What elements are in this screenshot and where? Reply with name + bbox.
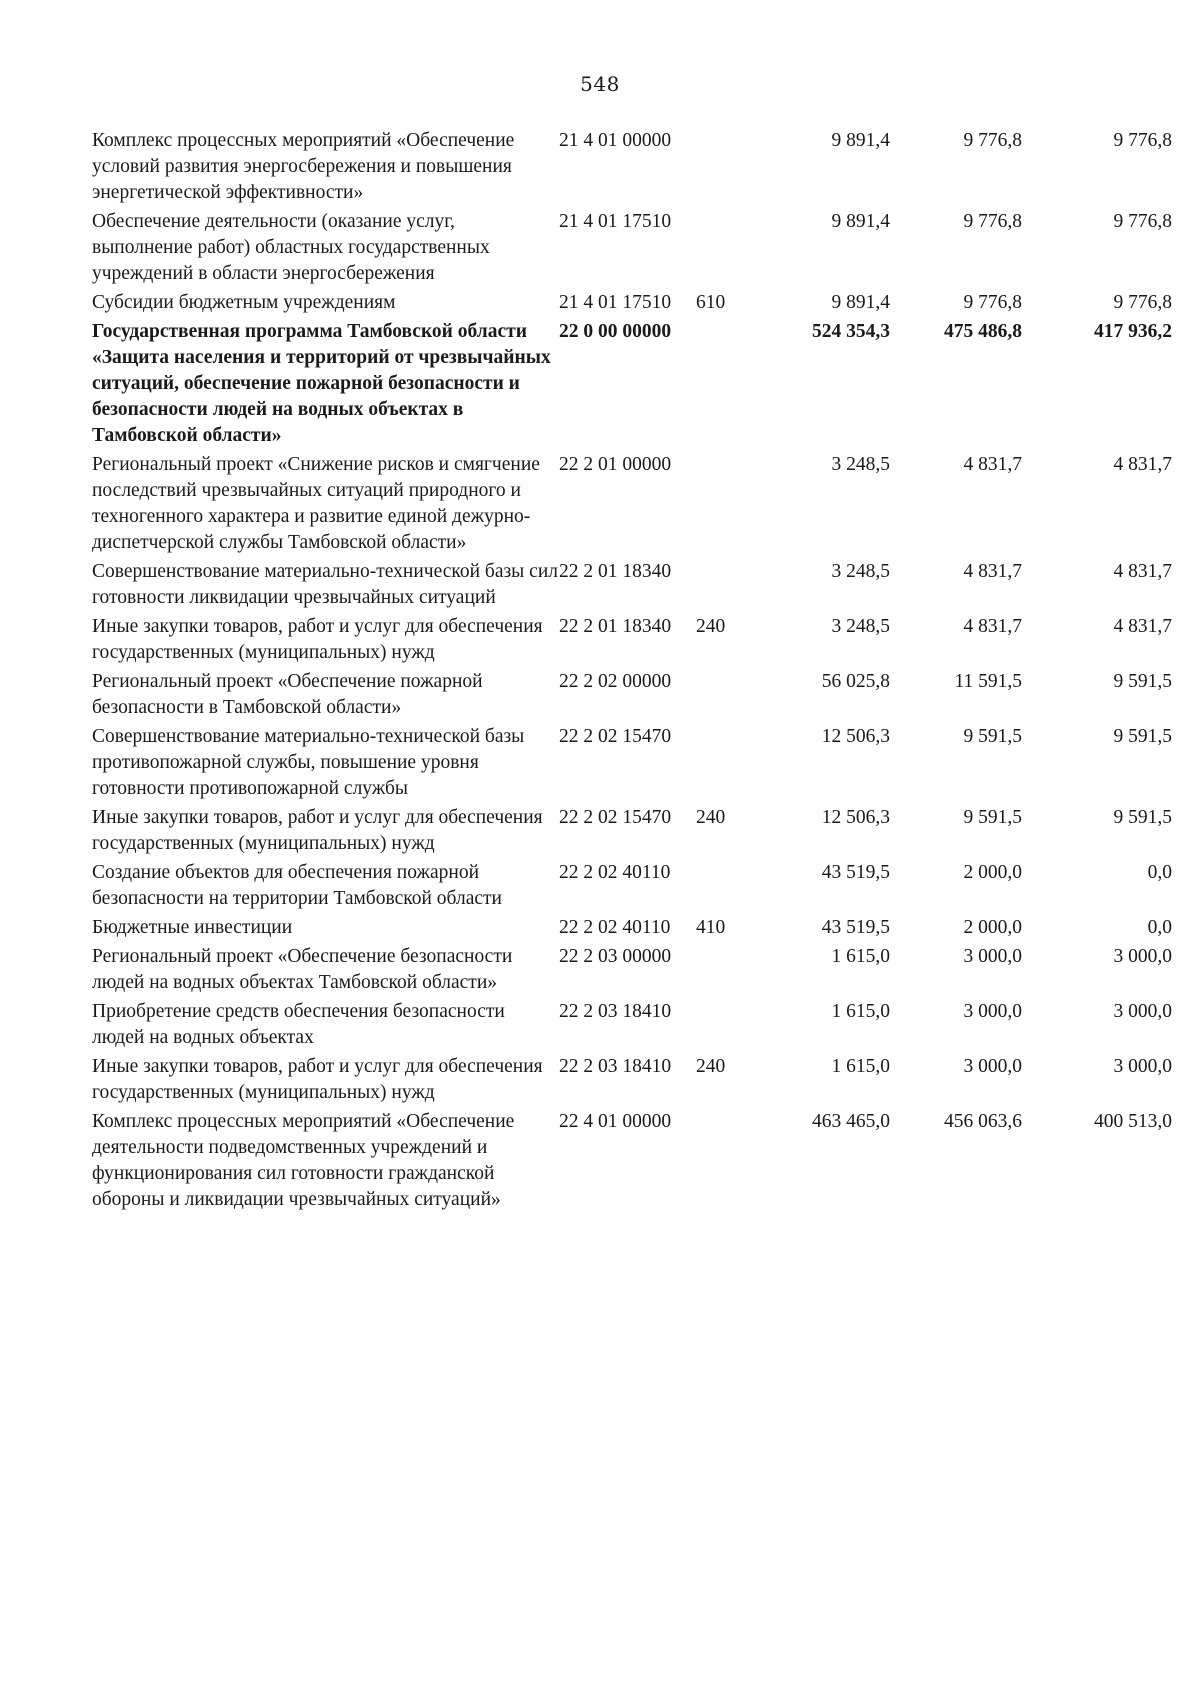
row-expense-type	[696, 999, 760, 1054]
table-row	[92, 805, 1172, 860]
row-expense-type: 610	[696, 292, 726, 313]
table-row	[92, 209, 1172, 290]
row-name: Комплекс процессных мероприятий «Обеспечение условий развития энергосбережения и повышения энергетической эффективности»	[92, 130, 515, 203]
row-name: Совершенствование материально-технической базы противопожарной службы, повышение уровня готовности противопожарной службы	[92, 726, 525, 799]
row-name: Региональный проект «Обеспечение пожарной безопасности в Тамбовской области»	[92, 671, 483, 718]
row-name: Бюджетные инвестиции	[92, 917, 293, 938]
row-code: 22 0 00 00000	[559, 321, 672, 342]
row-name: Региональный проект «Снижение рисков и смягчение последствий чрезвычайных ситуаций природного и техногенного характера и развитие единой дежурно-диспетчерской службы Тамбовской области»	[92, 454, 540, 553]
row-amount-year-3: 4 831,7	[1113, 616, 1172, 637]
row-amount-year-3: 9 591,5	[1113, 807, 1172, 828]
table-row	[92, 319, 1172, 452]
row-amount-year-3: 3 000,0	[1113, 1056, 1172, 1077]
row-amount-year-1: 12 506,3	[821, 807, 890, 828]
row-amount-year-3: 9 776,8	[1113, 292, 1172, 313]
row-amount-year-3: 4 831,7	[1113, 454, 1172, 475]
row-code: 22 2 02 15470	[559, 807, 672, 828]
page-number: 548	[580, 72, 620, 96]
row-amount-year-1: 12 506,3	[821, 726, 890, 747]
table-row	[92, 860, 1172, 915]
row-amount-year-2: 9 776,8	[963, 130, 1022, 151]
row-code: 22 2 01 18340	[559, 616, 672, 637]
row-expense-type: 240	[696, 807, 726, 828]
row-name: Иные закупки товаров, работ и услуг для обеспечения государственных (муниципальных) нужд	[92, 1056, 543, 1103]
row-amount-year-1: 1 615,0	[831, 1001, 890, 1022]
row-code: 22 2 02 40110	[559, 862, 671, 883]
row-name: Иные закупки товаров, работ и услуг для обеспечения государственных (муниципальных) нужд	[92, 807, 543, 854]
table-row	[92, 1054, 1172, 1109]
row-amount-year-3: 0,0	[1147, 917, 1172, 938]
row-amount-year-2: 11 591,5	[954, 671, 1022, 692]
table-row	[92, 915, 1172, 944]
row-amount-year-1: 9 891,4	[831, 130, 890, 151]
row-amount-year-3: 3 000,0	[1113, 946, 1172, 967]
row-amount-year-2: 3 000,0	[963, 946, 1022, 967]
row-expense-type: 240	[696, 1056, 726, 1077]
row-amount-year-1: 56 025,8	[821, 671, 890, 692]
row-name: Обеспечение деятельности (оказание услуг, выполнение работ) областных государственных учреждений в области энергосбережения	[92, 211, 490, 284]
row-amount-year-1: 9 891,4	[831, 211, 890, 232]
row-amount-year-1: 9 891,4	[831, 292, 890, 313]
row-name: Региональный проект «Обеспечение безопасности людей на водных объектах Тамбовской области»	[92, 946, 513, 993]
budget-table	[92, 128, 1172, 1216]
row-expense-type	[696, 669, 760, 724]
row-code: 22 2 03 00000	[559, 946, 672, 967]
table-row	[92, 614, 1172, 669]
row-amount-year-1: 1 615,0	[831, 1056, 890, 1077]
row-amount-year-3: 9 776,8	[1113, 130, 1172, 151]
row-amount-year-2: 2 000,0	[963, 917, 1022, 938]
row-name: Субсидии бюджетным учреждениям	[92, 292, 396, 313]
row-amount-year-3: 3 000,0	[1113, 1001, 1172, 1022]
table-row	[92, 724, 1172, 805]
row-expense-type	[696, 128, 760, 209]
row-amount-year-2: 3 000,0	[963, 1056, 1022, 1077]
row-amount-year-3: 4 831,7	[1113, 561, 1172, 582]
row-amount-year-2: 9 776,8	[963, 292, 1022, 313]
row-amount-year-1: 43 519,5	[821, 862, 890, 883]
row-amount-year-3: 9 591,5	[1113, 671, 1172, 692]
table-row	[92, 452, 1172, 559]
row-amount-year-2: 475 486,8	[944, 321, 1022, 342]
row-expense-type	[696, 860, 760, 915]
row-amount-year-2: 4 831,7	[963, 616, 1022, 637]
row-code: 22 4 01 00000	[559, 1111, 672, 1132]
row-amount-year-1: 43 519,5	[821, 917, 890, 938]
table-row	[92, 669, 1172, 724]
row-amount-year-3: 9 591,5	[1113, 726, 1172, 747]
row-amount-year-2: 9 776,8	[963, 211, 1022, 232]
row-expense-type	[696, 944, 760, 999]
row-expense-type	[696, 1109, 760, 1216]
row-amount-year-2: 3 000,0	[963, 1001, 1022, 1022]
row-code: 22 2 03 18410	[559, 1056, 672, 1077]
row-amount-year-2: 2 000,0	[963, 862, 1022, 883]
row-name: Государственная программа Тамбовской области «Защита населения и территорий от чрезвычайных ситуаций, обеспечение пожарной безопасности и безопасности людей на водных объектах в Тамбовской области»	[92, 321, 551, 446]
row-amount-year-1: 524 354,3	[812, 321, 890, 342]
row-expense-type: 240	[696, 616, 726, 637]
row-expense-type	[696, 724, 760, 805]
table-row	[92, 128, 1172, 209]
row-code: 21 4 01 17510	[559, 292, 672, 313]
table-row	[92, 559, 1172, 614]
row-name: Совершенствование материально-технической базы сил готовности ликвидации чрезвычайных ситуаций	[92, 561, 558, 608]
row-expense-type: 410	[696, 917, 726, 938]
table-row	[92, 290, 1172, 319]
row-amount-year-3: 9 776,8	[1113, 211, 1172, 232]
row-amount-year-2: 9 591,5	[963, 726, 1022, 747]
row-amount-year-3: 0,0	[1147, 862, 1172, 883]
table-row	[92, 999, 1172, 1054]
row-amount-year-1: 1 615,0	[831, 946, 890, 967]
row-code: 22 2 01 18340	[559, 561, 672, 582]
row-expense-type	[696, 319, 760, 452]
row-code: 22 2 03 18410	[559, 1001, 672, 1022]
row-name: Создание объектов для обеспечения пожарной безопасности на территории Тамбовской области	[92, 862, 502, 909]
row-code: 22 2 02 00000	[559, 671, 672, 692]
row-amount-year-1: 3 248,5	[831, 616, 890, 637]
row-expense-type	[696, 452, 760, 559]
row-name: Приобретение средств обеспечения безопасности людей на водных объектах	[92, 1001, 505, 1048]
row-code: 21 4 01 00000	[559, 130, 672, 151]
row-amount-year-1: 3 248,5	[831, 561, 890, 582]
row-amount-year-2: 456 063,6	[944, 1111, 1022, 1132]
row-expense-type	[696, 209, 760, 290]
row-name: Иные закупки товаров, работ и услуг для обеспечения государственных (муниципальных) нужд	[92, 616, 543, 663]
row-name: Комплекс процессных мероприятий «Обеспечение деятельности подведомственных учреждений и функционирования сил готовности гражданской обороны и ликвидации чрезвычайных ситуаций»	[92, 1111, 515, 1210]
row-code: 22 2 02 40110	[559, 917, 671, 938]
row-code: 22 2 01 00000	[559, 454, 672, 475]
row-amount-year-3: 417 936,2	[1094, 321, 1172, 342]
row-amount-year-2: 4 831,7	[963, 454, 1022, 475]
row-code: 21 4 01 17510	[559, 211, 672, 232]
table-row	[92, 944, 1172, 999]
row-amount-year-3: 400 513,0	[1094, 1111, 1172, 1132]
row-amount-year-2: 4 831,7	[963, 561, 1022, 582]
row-amount-year-1: 3 248,5	[831, 454, 890, 475]
row-amount-year-1: 463 465,0	[812, 1111, 890, 1132]
row-expense-type	[696, 559, 760, 614]
row-amount-year-2: 9 591,5	[963, 807, 1022, 828]
row-code: 22 2 02 15470	[559, 726, 672, 747]
table-row	[92, 1109, 1172, 1216]
budget-table-body	[92, 128, 1172, 1216]
